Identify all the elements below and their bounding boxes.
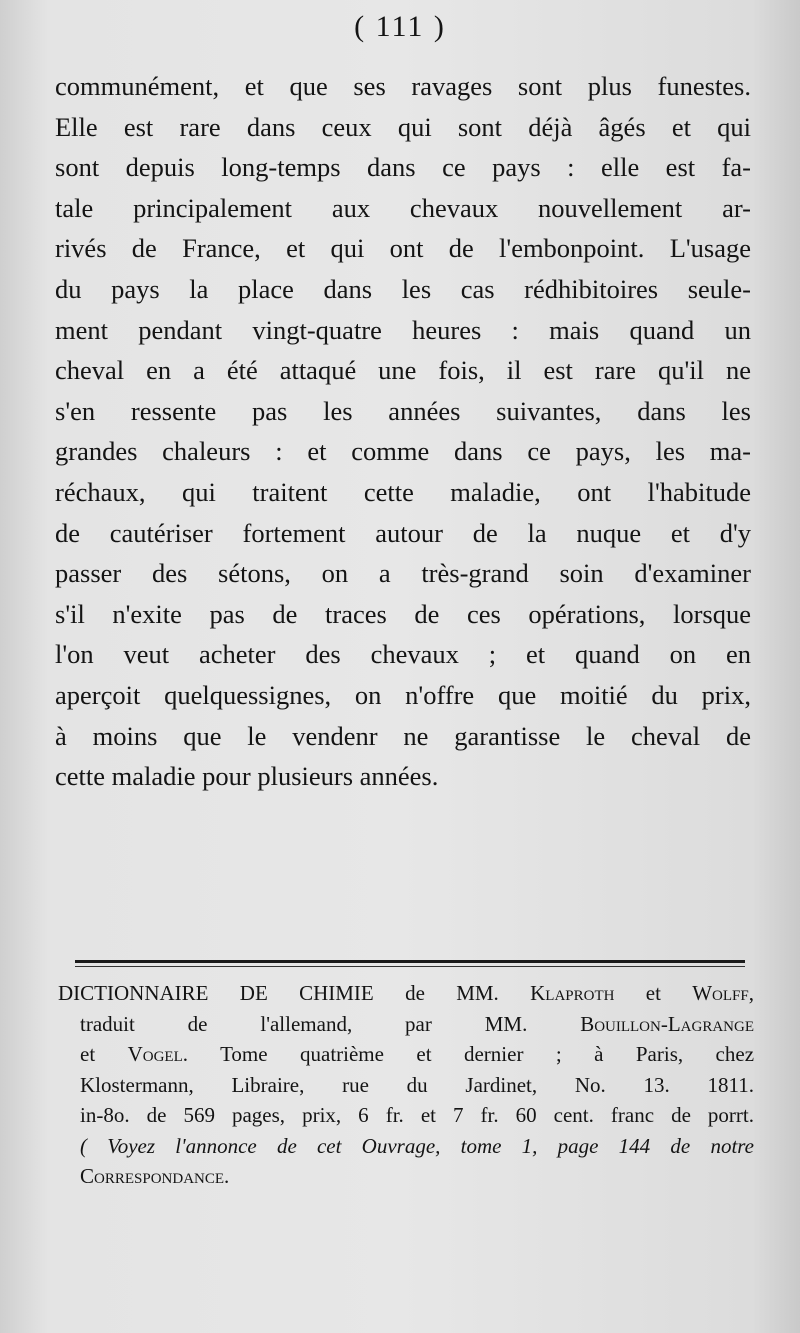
notice-author: Bouillon-Lagrange <box>580 1011 754 1036</box>
body-line: rivés de France, et qui ont de l'embonpoint. L'usage <box>55 233 751 264</box>
body-line: tale principalement aux chevaux nouvellement ar- <box>55 192 751 223</box>
notice-author: Vogel. <box>127 1042 188 1066</box>
notice-author: Wolff, <box>692 981 754 1005</box>
notice-line-last: Correspondance. <box>80 1164 230 1188</box>
notice-line <box>58 1039 754 1070</box>
body-line: aperçoit quelquessignes, on n'offre que moitié du prix, <box>55 679 751 710</box>
body-paragraph <box>55 66 751 797</box>
body-line-last: cette maladie pour plusieurs années. <box>55 761 439 792</box>
body-line: réchaux, qui traitent cette maladie, ont l'habitude <box>55 476 751 507</box>
notice-text: Tome quatrième et dernier ; à Paris, chez <box>220 1042 755 1066</box>
body-line: communément, et que ses ravages sont plus funestes. <box>55 71 751 101</box>
body-line: sont depuis long-temps dans ce pays : elle est fa- <box>55 152 751 183</box>
page-number: ( 111 ) <box>354 10 446 43</box>
body-line: à moins que le vendenr ne garantisse le cheval de <box>55 720 751 751</box>
notice-author: Klaproth <box>530 981 615 1005</box>
body-line: s'il n'exite pas de traces de ces opérations, lorsque <box>55 598 751 629</box>
body-line: ment pendant vingt-quatre heures : mais quand un <box>55 314 751 345</box>
body-line: l'on veut acheter des chevaux ; et quand on en <box>55 639 751 670</box>
notice-line <box>58 978 754 1009</box>
body-line: de cautériser fortement autour de la nuque et d'y <box>55 517 751 548</box>
body-line: s'en ressente pas les années suivantes, dans les <box>55 395 751 426</box>
notice-text: et <box>80 1042 96 1066</box>
notice-text: de MM. <box>405 981 499 1005</box>
body-line: cheval en a été attaqué une fois, il est rare qu'il ne <box>55 355 751 386</box>
notice-line: ( Voyez l'annonce de cet Ouvrage, tome 1, page 144 de notre <box>80 1133 754 1158</box>
notice-line: Klostermann, Libraire, rue du Jardinet, No. 13. 1811. <box>80 1072 754 1097</box>
notice-line <box>58 1009 754 1040</box>
notice-text: traduit de l'allemand, par MM. <box>80 1011 528 1036</box>
notice-line: in-8o. de 569 pages, prix, 6 fr. et 7 fr. 60 cent. franc de porrt. <box>80 1103 754 1127</box>
section-divider <box>75 960 745 963</box>
body-line: Elle est rare dans ceux qui sont déjà âgés et qui <box>55 111 751 142</box>
book-notice <box>58 978 754 1192</box>
body-line: du pays la place dans les cas rédhibitoires seule- <box>55 273 751 304</box>
body-line: passer des sétons, on a très-grand soin d'examiner <box>55 558 751 589</box>
body-line: grandes chaleurs : et comme dans ce pays, les ma- <box>55 436 751 467</box>
section-divider-thin <box>75 966 745 967</box>
notice-title: DICTIONNAIRE DE CHIMIE <box>58 981 374 1005</box>
notice-text: et <box>645 981 661 1005</box>
